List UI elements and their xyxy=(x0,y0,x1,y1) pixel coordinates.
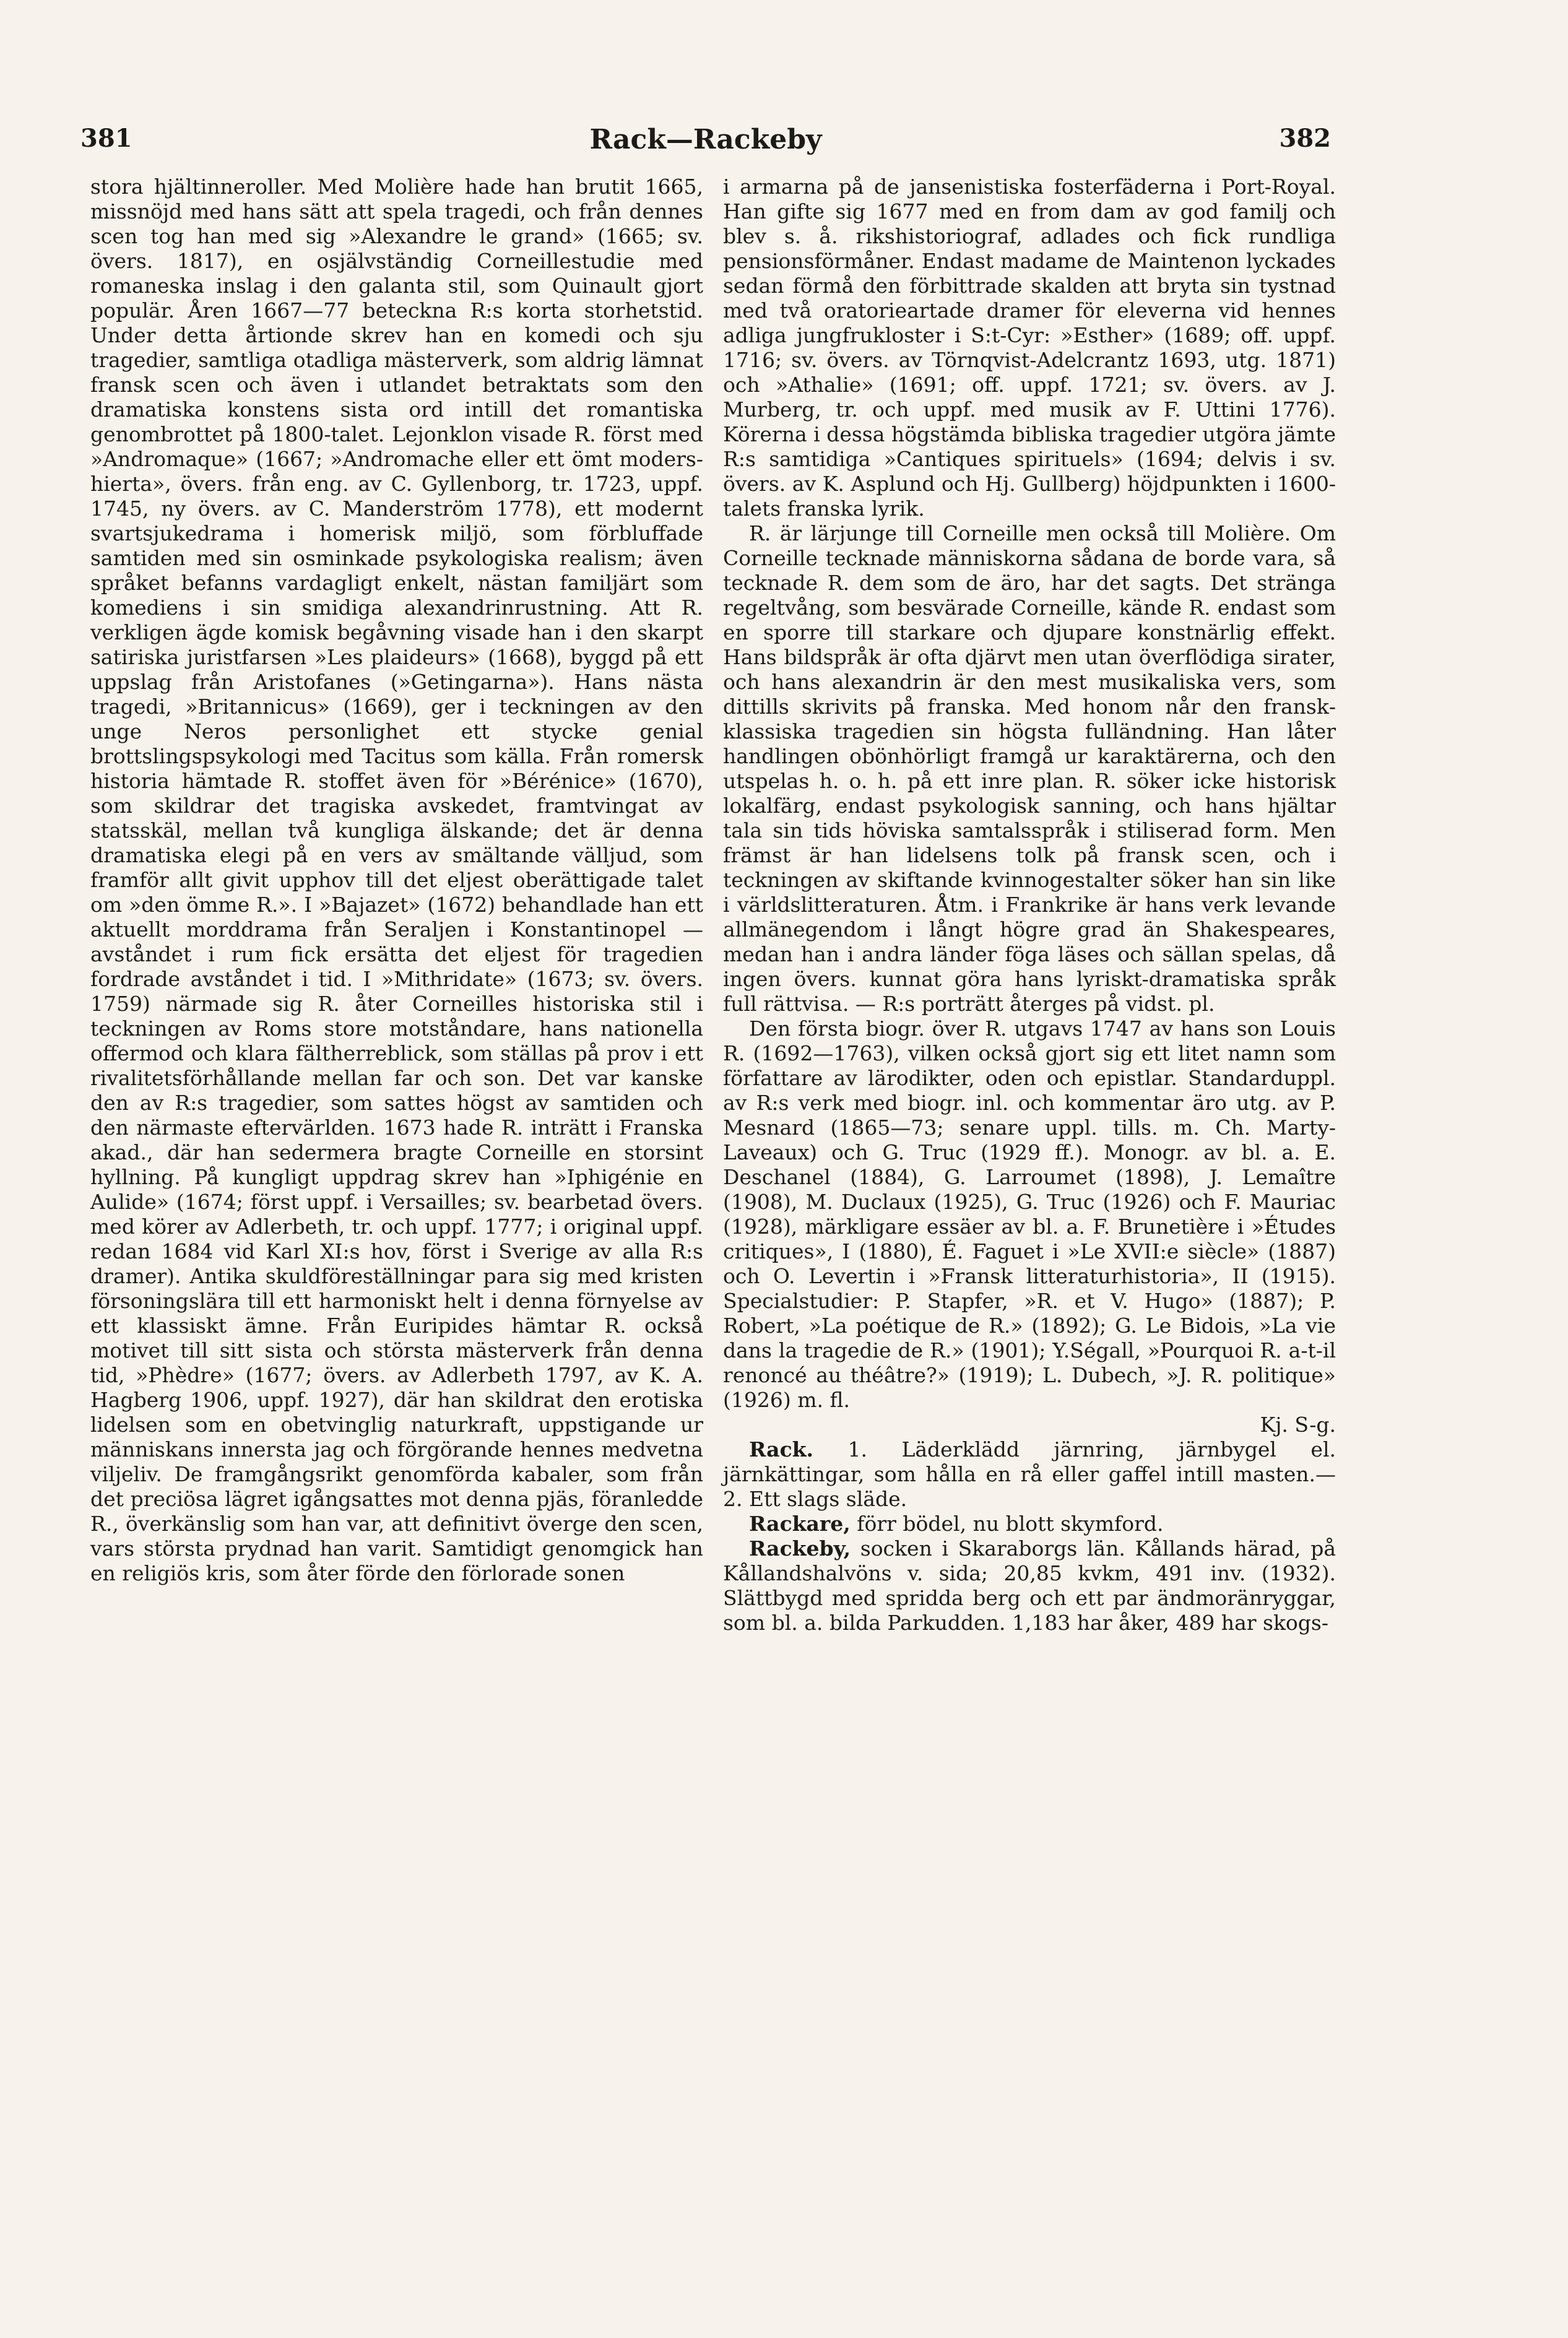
entry-lemma: Rackeby, xyxy=(749,1536,851,1561)
right-page-number: 382 xyxy=(1279,124,1331,153)
entry-lemma: Rackare, xyxy=(749,1512,851,1536)
page-header xyxy=(80,124,1331,173)
entry-text: förr bödel, nu blott skymford. xyxy=(850,1512,1164,1536)
author-signature: Kj. S-g. xyxy=(1260,1413,1336,1437)
running-title: Rack—Rackeby xyxy=(589,124,822,155)
left-page-number: 381 xyxy=(80,124,132,153)
left-column-text: stora hjältinneroller. Med Molière hade han brutit 1665, missnöjd med hans sätt att spela tragedi, och från dennes scen tog han med sig »Alexandre le grand» (1665; sv. övers. 1817), en osjälvständig Corneillestudie med romaneska inslag i den galanta stil, som Quinault gjort populär. Åren 1667—77 beteckna R:s korta storhetstid. Under detta årtionde skrev han en komedi och sju tragedier, samtliga otadliga mästerverk, som aldrig lämnat fransk scen och även i utlandet betraktats som den dramatiska konstens sista ord intill det romantiska genombrottet på 1800-talet. Lejonklon visade R. först med »Andromaque» (1667; »Andromache eller ett ömt moders-hierta», övers. från eng. av C. Gyllenborg, tr. 1723, uppf. 1745, ny övers. av C. Manderström 1778), ett modernt svartsjukedrama i homerisk miljö, som förbluffade samtiden med sin osminkade psykologiska realism; även språket befanns vardagligt enkelt, nästan familjärt som komediens i sin smidiga alexandrinrustning. Att R. verkligen ägde komisk begåvning visade han i den skarpt satiriska juristfarsen »Les plaideurs» (1668), byggd på ett uppslag från Aristofanes (»Getingarna»). Hans nästa tragedi, »Britannicus» (1669), ger i teckningen av den unge Neros personlighet ett stycke genial brottslingspsykologi med Tacitus som källa. Från romersk historia hämtade R. stoffet även för »Bérénice» (1670), som skildrar det tragiska avskedet, framtvingat av statsskäl, mellan två kungliga älskande; det är denna dramatiska elegi på en vers av smältande välljud, som framför allt givit upphov till det eljest oberättigade talet om »den ömme R.». I »Bajazet» (1672) behandlade han ett aktuellt morddrama från Seraljen i Konstantinopel — avståndet i rum fick ersätta det eljest för tragedien fordrade avståndet i tid. I »Mithridate» (1673; sv. övers. 1759) närmade sig R. åter Corneilles historiska stil i teckningen av Roms store motståndare, hans nationella offermod och klara fältherreblick, som ställas på prov i ett rivalitetsförhållande mellan far och son. Det var kanske den av R:s tragedier, som sattes högst av samtiden och den närmaste eftervärlden. 1673 hade R. inträtt i Franska akad., där han sedermera bragte Corneille en storsint hyllning. På kungligt uppdrag skrev han »Iphigénie en Aulide» (1674; först uppf. i Versailles; sv. bearbetad övers. med körer av Adlerbeth, tr. och uppf. 1777; i original uppf. redan 1684 vid Karl XI:s hov, först i Sverige av alla R:s dramer). Antika skuldföreställningar para sig med kristen försoningslära till ett harmoniskt helt i denna förnyelse av ett klassiskt ämne. Från Euripides hämtar R. också motivet till sitt sista och största mästerverk från denna tid, »Phèdre» (1677; övers. av Adlerbeth 1797, av K. A. Hagberg 1906, uppf. 1927), där han skildrat den erotiska lidelsen som en obetvinglig naturkraft, uppstigande ur människans innersta jag och förgörande hennes medvetna viljeliv. De framgångsrikt genomförda kabaler, som från det preciösa lägret igångsattes mot denna pjäs, föranledde R., överkänslig som han var, att definitivt övergе den scen, vars största prydnad han varit. Samtidigt genomgick han en religiös kris, som åter förde den förlorade sonen xyxy=(90,175,703,1585)
entry-text: socken i Skaraborgs län. Kållands härad, på Kållandshalvöns v. sida; 20,85 kvkm, 491 inv. (1932). Slättbygd med spridda berg och ett par ändmoränryggar, som bl. a. bilda Parkudden. 1,183 har åker, 489 har skogs- xyxy=(723,1536,1336,1635)
entry-rackeby xyxy=(723,1536,1336,1635)
entry-rackare xyxy=(723,1512,1336,1536)
entry-rack xyxy=(723,1437,1336,1512)
left-column xyxy=(90,175,703,1586)
right-paragraph: i armarna på de jansenistiska fosterfäderna i Port-Royal. Han gifte sig 1677 med en from dam av god familj och blev s. å. rikshistoriograf, adlades och fick rundliga pensionsförmåner. Endast madame de Maintenon lyckades sedan förmå den förbittrade skalden att bryta sin tystnad med två oratorieartade dramer för eleverna vid hennes adliga jungfrukloster i S:t-Cyr: »Esther» (1689; off. uppf. 1716; sv. övers. av Törnqvist-Adelcrantz 1693, utg. 1871) och »Athalie» (1691; off. uppf. 1721; sv. övers. av J. Murberg, tr. och uppf. med musik av F. Uttini 1776). Körerna i dessa högstämda bibliska tragedier utgöra jämte R:s samtidiga »Cantiques spirituels» (1694; delvis i sv. övers. av K. Asplund och Hj. Gullberg) höjdpunkten i 1600-talets franska lyrik. xyxy=(723,175,1336,521)
entry-text: 1. Läderklädd järnring, järnbygel el. järnkättingar, som hålla en rå eller gaffel intill masten.— 2. Ett slags släde. xyxy=(723,1437,1336,1511)
right-paragraph: Den första biogr. över R. utgavs 1747 av hans son Louis R. (1692—1763), vilken också gjort sig ett litet namn som författare av lärodikter, oden och epistlar. Standarduppl. av R:s verk med biogr. inl. och kommentar äro utg. av P. Mesnard (1865—73; senare uppl. tills. m. Ch. Marty-Laveaux) och G. Truc (1929 ff.). Monogr. av bl. a. E. Deschanel (1884), G. Larroumet (1898), J. Lemaître (1908), M. Duclaux (1925), G. Truc (1926) och F. Mauriac (1928), märkligare essäer av bl. a. F. Brunetière i »Études critiques», I (1880), É. Faguet i »Le XVII:e siècle» (1887) och O. Levertin i »Fransk litteraturhistoria», II (1915). Specialstudier: P. Stapfer, »R. et V. Hugo» (1887); P. Robert, »La poétique de R.» (1892); G. Le Bidois, »La vie dans la tragedie de R.» (1901); Y.Ségall, »Pourquoi R. a-t-il renoncé au théâtre?» (1919); L. Dubech, »J. R. politique» (1926) m. fl. xyxy=(723,1016,1336,1412)
entry-lemma: Rack. xyxy=(749,1437,814,1461)
right-paragraph: R. är lärjunge till Corneille men också till Molière. Om Corneille tecknade människorna sådana de borde vara, så tecknade R. dem som de äro, har det sagts. Det stränga regeltvång, som besvärade Corneille, kände R. endast som en sporre till starkare och djupare konstnärlig effekt. Hans bildspråk är ofta djärvt men utan överflödiga sirater, och hans alexandrin är den mest musikaliska vers, som dittills skrivits på franska. Med honom når den franskklassiska tragedien sin högsta fulländning. Han låter handlingen obönhörligt framgå ur karaktärerna, och den utspelas h. o. h. på ett inre plan. R. söker icke historisk lokalfärg, endast psykologisk sanning, och hans hjältar tala sin tids höviska samtalsspråk i stiliserad form. Men främst är han lidelsens tolk på fransk scen, och i teckningen av skiftande kvinnogestalter söker han sin like i världslitteraturen. Åtm. i Frankrike är hans verk levande allmänegendom i långt högre grad än Shakespeares, medan han i andra länder föga läses och sällan spelas, då ingen övers. kunnat göra hans lyriskt-dramatiska språk full rättvisa. — R:s porträtt återges på vidst. pl. xyxy=(723,521,1336,1016)
right-column xyxy=(723,175,1336,1635)
